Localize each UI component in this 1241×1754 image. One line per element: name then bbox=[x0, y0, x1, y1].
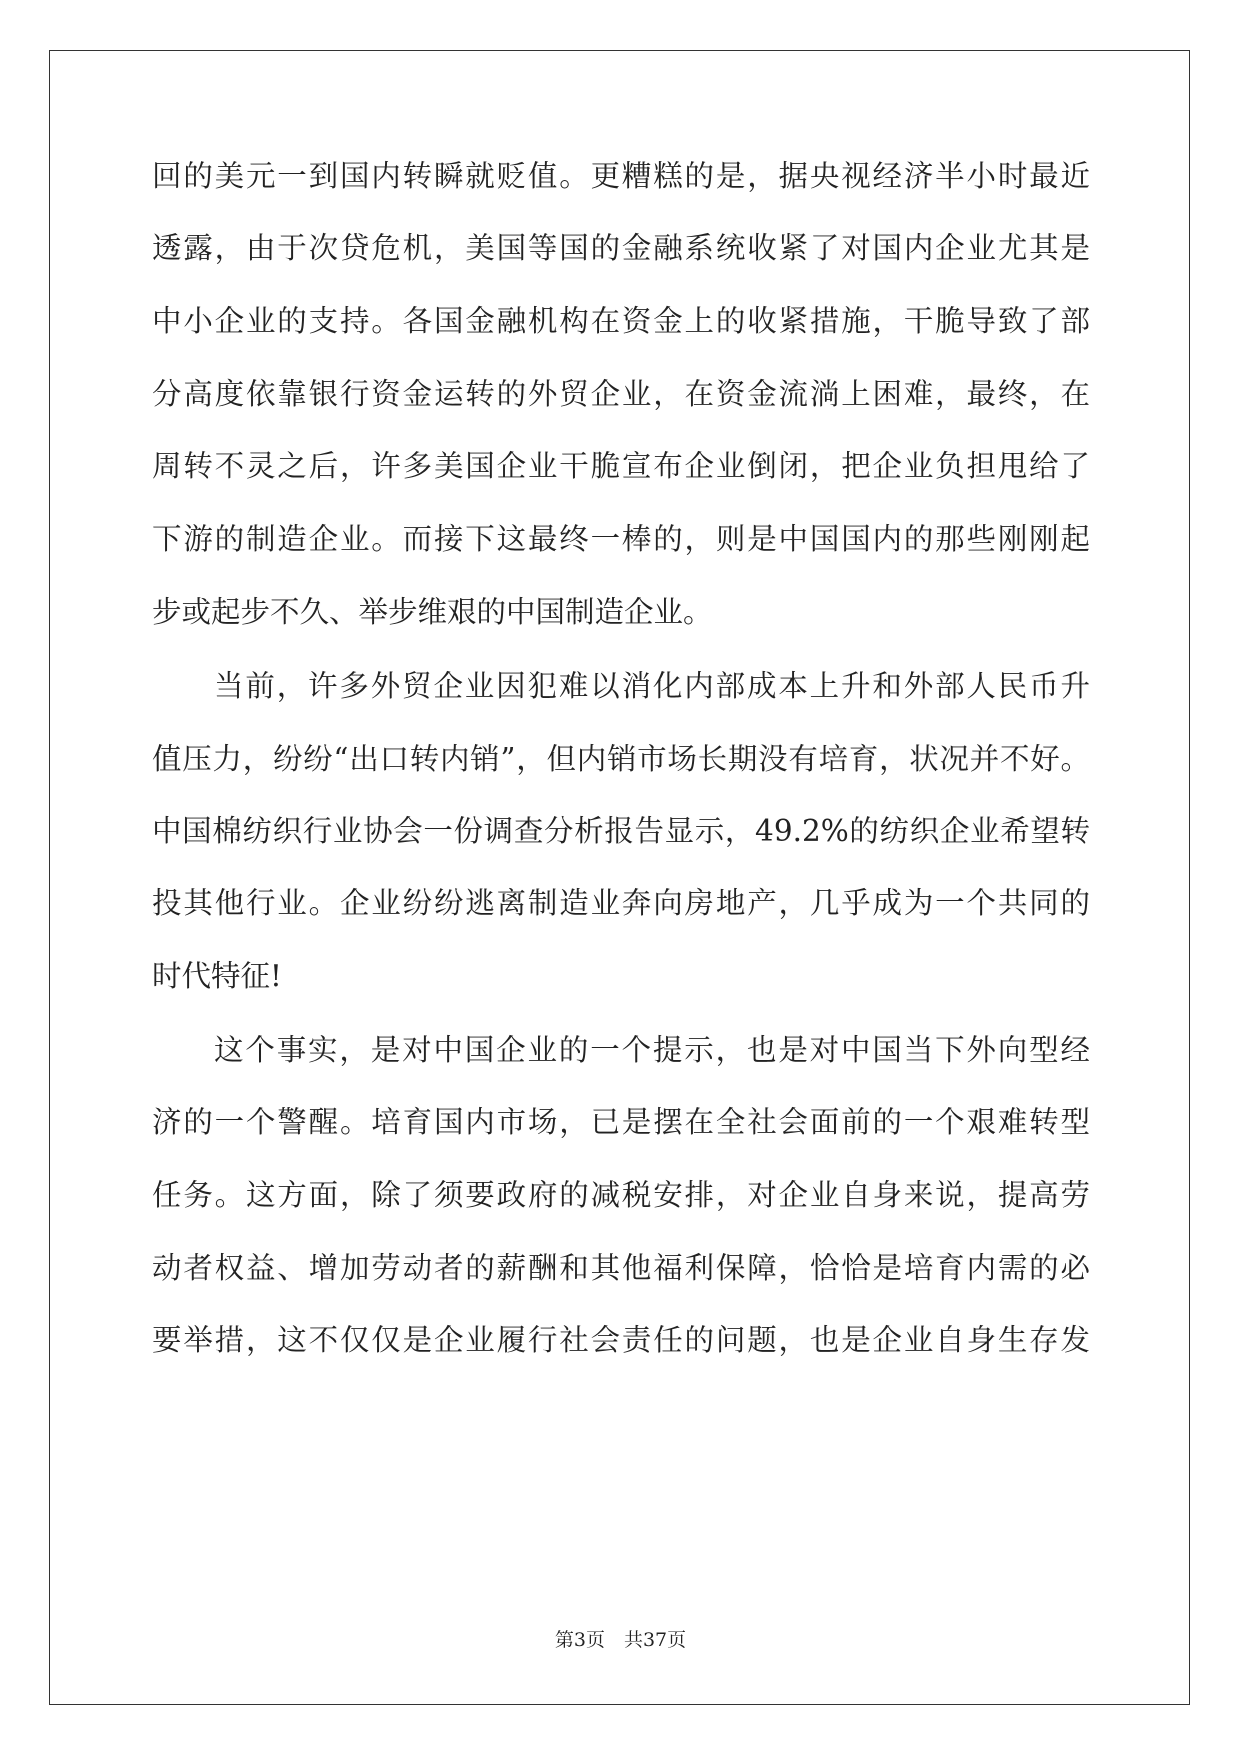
text-line: 分高度依靠银行资金运转的外贸企业，在资金流淌上困难，最终，在 bbox=[152, 377, 1090, 411]
text-line: 下游的制造企业。而接下这最终一棒的，则是中国国内的那些刚刚起 bbox=[152, 522, 1090, 556]
text-line: 透露，由于次贷危机，美国等国的金融系统收紧了对国内企业尤其是 bbox=[152, 231, 1090, 265]
text-line: 中小企业的支持。各国金融机构在资金上的收紧措施，干脆导致了部 bbox=[152, 304, 1090, 338]
text-line: 动者权益、增加劳动者的薪酬和其他福利保障，恰恰是培育内需的必 bbox=[152, 1251, 1090, 1285]
text-line: 济的一个警醒。培育国内市场，已是摆在全社会面前的一个艰难转型 bbox=[152, 1105, 1090, 1139]
paragraph-start-line: 当前，许多外贸企业因犯难以消化内部成本上升和外部人民币升 bbox=[214, 669, 1090, 703]
text-line: 要举措，这不仅仅是企业履行社会责任的问题，也是企业自身生存发 bbox=[152, 1323, 1090, 1357]
page-number: 第3页 共37页 bbox=[554, 1629, 687, 1651]
text-line: 投其他行业。企业纷纷逃离制造业奔向房地产，几乎成为一个共同的 bbox=[152, 886, 1090, 920]
text-line: 步或起步不久、举步维艰的中国制造企业。 bbox=[152, 595, 713, 629]
text-line: 回的美元一到国内转瞬就贬值。更糟糕的是，据央视经济半小时最近 bbox=[152, 159, 1090, 193]
text-line: 中国棉纺织行业协会一份调查分析报告显示，49.2%的纺织企业希望转 bbox=[152, 814, 1090, 848]
text-line: 任务。这方面，除了须要政府的减税安排，对企业自身来说，提高劳 bbox=[152, 1178, 1090, 1212]
text-line: 周转不灵之后，许多美国企业干脆宣布企业倒闭，把企业负担甩给了 bbox=[152, 449, 1090, 483]
paragraph-start-line: 这个事实，是对中国企业的一个提示，也是对中国当下外向型经 bbox=[214, 1033, 1090, 1067]
text-line: 时代特征! bbox=[152, 959, 282, 993]
text-line: 值压力，纷纷“出口转内销”，但内销市场长期没有培育，状况并不好。 bbox=[152, 742, 1090, 776]
